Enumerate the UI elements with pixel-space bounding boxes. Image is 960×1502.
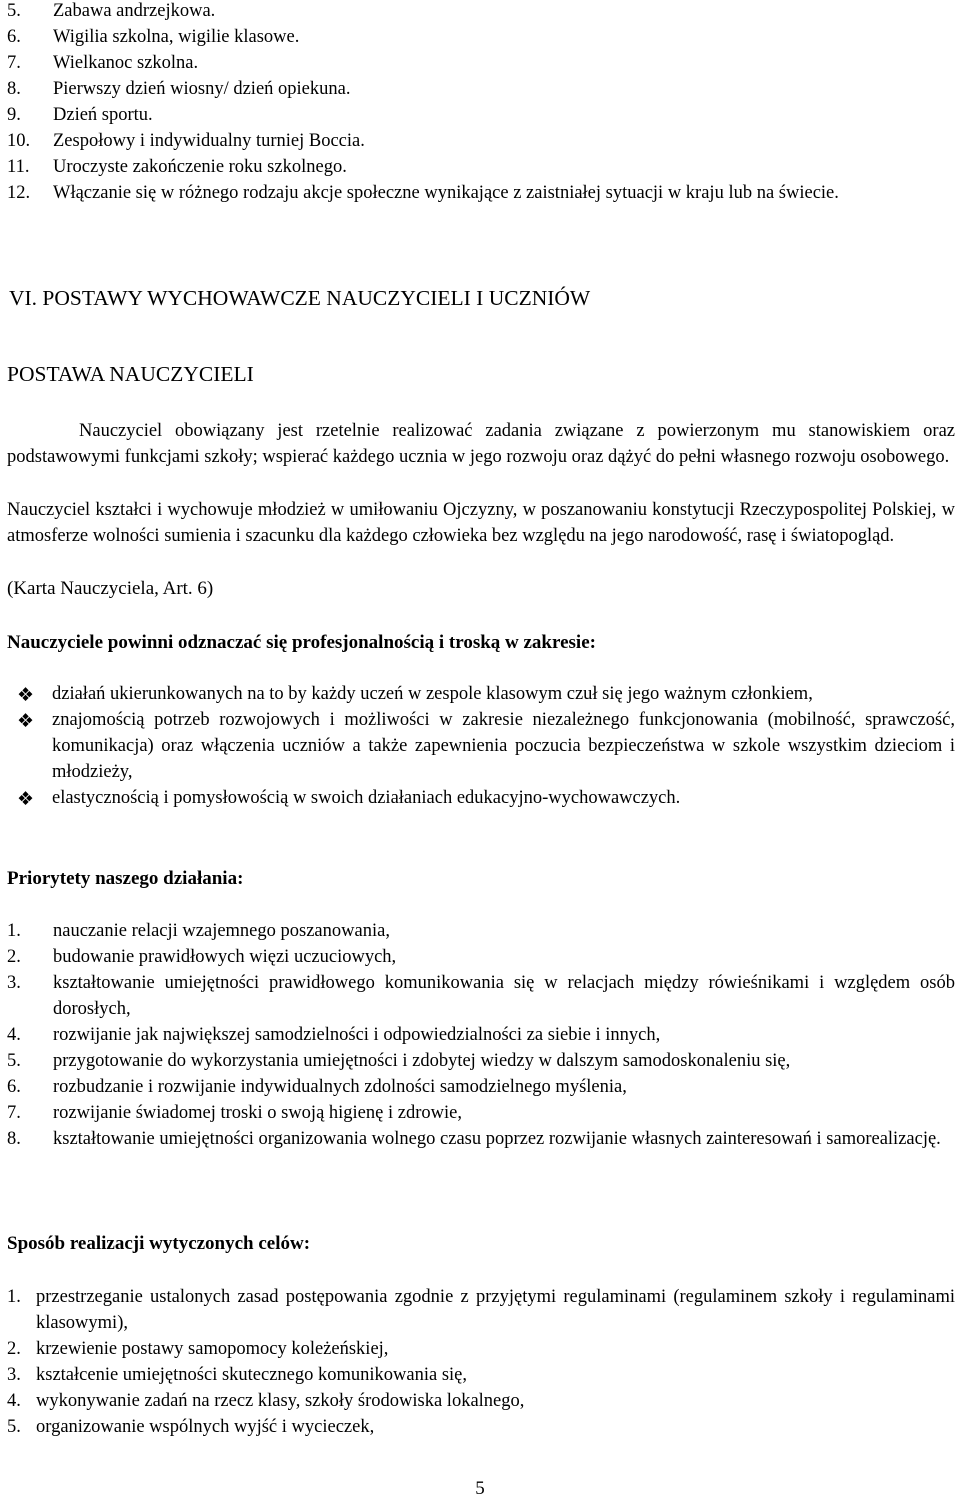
qualities-list	[7, 681, 955, 811]
section-title: VI. POSTAWY WYCHOWAWCZE NAUCZYCIELI I UCZNIÓW	[9, 286, 591, 310]
paragraph-teacher-duties: Nauczyciel obowiązany jest rzetelnie realizować zadania związane z powierzonym mu stanowiskiem oraz podstawowymi funkcjami szkoły; wspierać każdego ucznia w jego rozwoju oraz dążyć do pełni własnego rozwoju osobowego.	[7, 421, 955, 467]
methods-heading: Sposób realizacji wytyczonych celów:	[7, 1233, 311, 1254]
list-item: 9. Dzień sportu.	[7, 105, 153, 125]
priorities-list	[0, 918, 955, 1152]
teachers-heading: Nauczyciele powinni odznaczać się profesjonalnością i troską w zakresie:	[7, 632, 596, 653]
page-number: 5	[475, 1478, 485, 1499]
methods-list	[0, 1284, 955, 1440]
list-item: 12. Włączanie się w różnego rodzaju akcje społeczne wynikające z zaistniałej sytuacji w kraju lub na świecie.	[7, 183, 839, 203]
list-item: 5. przygotowanie do wykorzystania umiejętności i zdobytej wiedzy w dalszym samodoskonaleniu się,	[7, 1051, 791, 1071]
list-item: ❖ elastycznością i pomysłowością w swoich działaniach edukacyjno-wychowawczych.	[17, 788, 681, 810]
list-item: 4. rozwijanie jak największej samodzielności i odpowiedzialności za siebie i innych,	[7, 1025, 661, 1045]
diamond-bullet-icon: ❖	[17, 684, 35, 706]
list-item: 7. rozwijanie świadomej troski o swoją higienę i zdrowie,	[7, 1103, 462, 1123]
events-list	[0, 0, 955, 206]
list-item: 6. rozbudzanie i rozwijanie indywidualnych zdolności samodzielnego myślenia,	[7, 1077, 627, 1097]
list-item: 7. Wielkanoc szkolna.	[7, 53, 199, 73]
list-item: 8. kształtowanie umiejętności organizowania wolnego czasu poprzez rozwijanie własnych zainteresowań i samorealizację.	[7, 1129, 941, 1149]
list-item: 3. kształcenie umiejętności skutecznego komunikowania się,	[7, 1365, 468, 1385]
paragraph-teacher-education: Nauczyciel kształci i wychowuje młodzież w umiłowaniu Ojczyzny, w poszanowaniu konstytucji Rzeczypospolitej Polskiej, w atmosferze wolności sumienia i szacunku dla każdego człowieka bez względu na jego narodowość, rasę i światopogląd.	[7, 500, 955, 546]
list-item: ❖ działań ukierunkowanych na to by każdy uczeń w zespole klasowym czuł się jego ważnym członkiem,	[17, 684, 813, 706]
list-item: 3. kształtowanie umiejętności prawidłowego komunikowania się w relacjach między rówieśnikami i względem osób dorosłych,	[7, 973, 955, 1019]
list-item: 11. Uroczyste zakończenie roku szkolnego.	[7, 157, 347, 177]
list-item: 5. organizowanie wspólnych wyjść i wycieczek,	[7, 1417, 375, 1437]
list-item: 8. Pierwszy dzień wiosny/ dzień opiekuna.	[7, 79, 351, 99]
priorities-heading: Priorytety naszego działania:	[7, 868, 244, 889]
diamond-bullet-icon: ❖	[17, 788, 35, 810]
list-item: 1. nauczanie relacji wzajemnego poszanowania,	[7, 921, 390, 941]
citation: (Karta Nauczyciela, Art. 6)	[7, 578, 214, 599]
list-item: 6. Wigilia szkolna, wigilie klasowe.	[7, 27, 300, 47]
list-item: 2. krzewienie postawy samopomocy koleżeńskiej,	[7, 1339, 389, 1359]
list-item: 2. budowanie prawidłowych więzi uczuciowych,	[7, 947, 397, 967]
list-item: 10. Zespołowy i indywidualny turniej Boccia.	[7, 131, 365, 151]
list-item: 1. przestrzeganie ustalonych zasad postępowania zgodnie z przyjętymi regulaminami (regulaminem szkoły i regulaminami klasowymi),	[7, 1287, 955, 1333]
list-item: 4. wykonywanie zadań na rzecz klasy, szkoły środowiska lokalnego,	[7, 1391, 525, 1411]
list-item: 5. Zabawa andrzejkowa.	[7, 1, 216, 21]
subsection-title: POSTAWA NAUCZYCIELI	[7, 362, 254, 386]
list-item: ❖ znajomością potrzeb rozwojowych i możliwości w zakresie niezależnego funkcjonowania (mobilność, sprawczość, komunikacja) oraz włączenia uczniów a także zapewnienia poczucia bezpieczeństwa w szkole wszystkim dzieciom i młodzieży,	[17, 710, 955, 782]
diamond-bullet-icon: ❖	[17, 710, 35, 732]
